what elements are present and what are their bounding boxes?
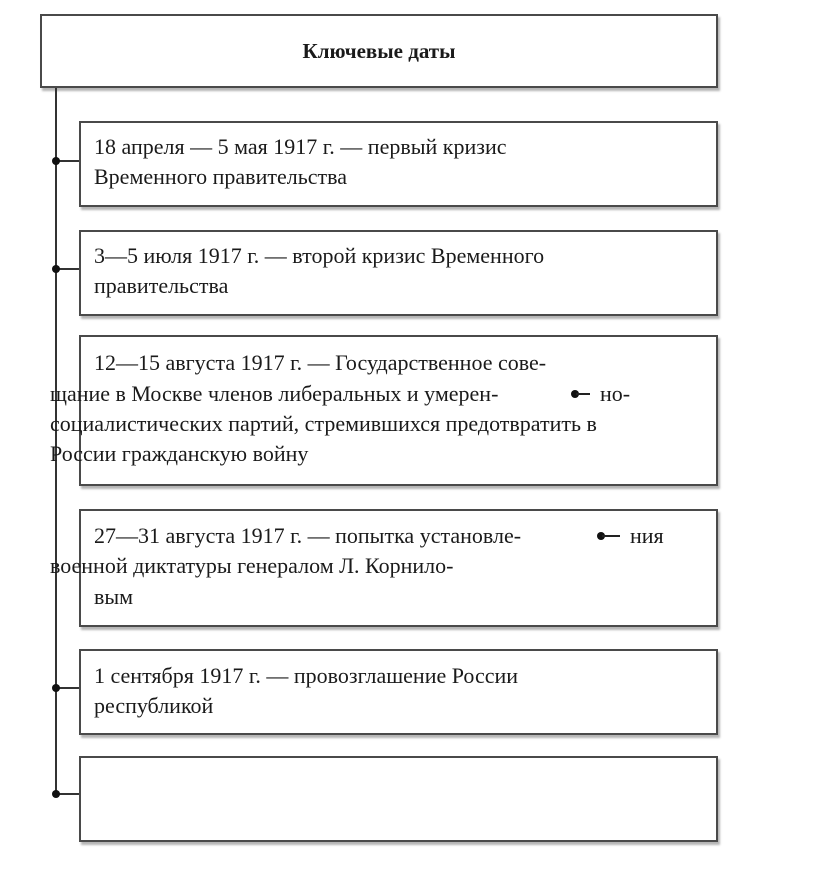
date-box-2-line-2: правительства	[94, 273, 229, 298]
date-box-4-line-3: вым	[94, 584, 134, 609]
date-box-6-empty	[79, 756, 718, 842]
date-box-3-line-2b: но-	[600, 381, 631, 406]
timeline-tick	[602, 535, 620, 537]
date-box-3-line-1: 12—15 августа 1917 г. — Государственное сове-	[94, 350, 547, 375]
timeline-dot	[52, 157, 60, 165]
timeline-tick	[576, 393, 590, 395]
date-box-3-line-4: России гражданскую войну	[50, 441, 309, 466]
date-box-4-line-1b: ния	[630, 523, 664, 548]
date-box-5-line-1: 1 сентября 1917 г. — провозглашение России	[94, 663, 519, 688]
diagram-header	[40, 14, 718, 88]
date-box-2-line-1: 3—5 июля 1917 г. — второй кризис Временного	[94, 243, 545, 268]
date-box-1-line-2: Временного правительства	[94, 164, 347, 189]
date-box-5-line-2: республикой	[94, 693, 214, 718]
date-box-4-line-1: 27—31 августа 1917 г. — попытка установле-	[94, 523, 522, 548]
timeline-dot	[52, 265, 60, 273]
date-box-1-line-1: 18 апреля — 5 мая 1917 г. — первый кризис	[94, 134, 507, 159]
date-box-3-line-3: социалистических партий, стремившихся предотвратить в	[50, 411, 597, 436]
timeline-dot	[52, 790, 60, 798]
date-box-3-line-2: щание в Москве членов либеральных и умерен-	[50, 381, 499, 406]
header-title: Ключевые даты	[302, 38, 456, 63]
timeline-dot	[52, 684, 60, 692]
date-box-4-line-2: военной диктатуры генералом Л. Корнило-	[50, 553, 454, 578]
